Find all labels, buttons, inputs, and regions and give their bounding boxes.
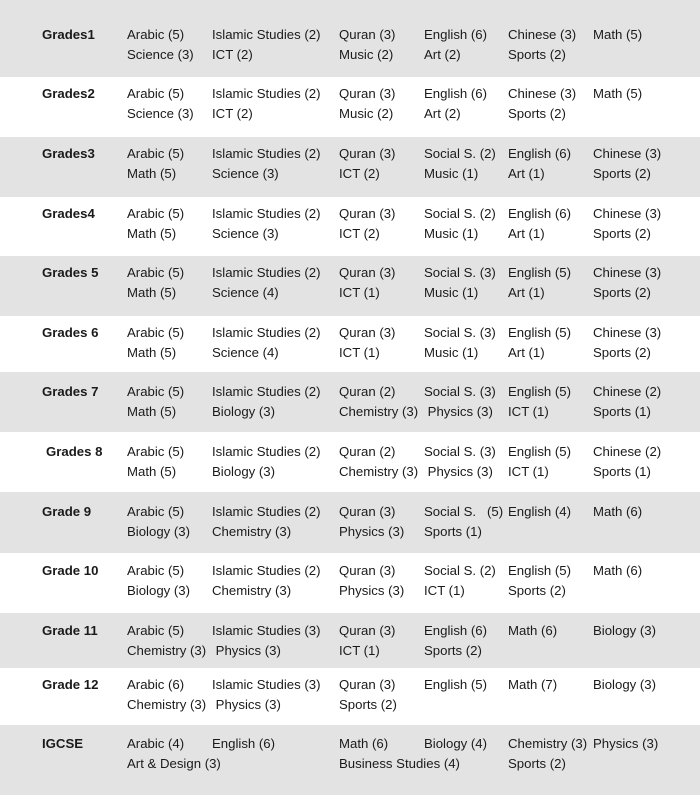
subject-entry: Islamic Studies (2) [212,504,321,519]
subject-entry: Physics (3) [212,643,281,658]
subject-entry: Arabic (6) [127,677,185,692]
subject-entry: Chemistry (3) [127,643,207,658]
subject-entry: Sports (2) [593,345,651,360]
subject-entry: Quran (3) [339,677,396,692]
subject-entry: Quran (3) [339,27,396,42]
subject-entry: ICT (1) [339,285,380,300]
subject-entry: Quran (2) [339,444,396,459]
subject-entry: English (5) [508,265,572,280]
subject-entry: ICT (1) [339,345,380,360]
subject-entry: Biology (4) [424,736,488,751]
subject-entry: Art & Design (3) [127,756,221,771]
subject-entry: Physics (3) [593,736,659,751]
subject-entry: Islamic Studies (2) [212,444,321,459]
grade-row [0,197,700,256]
subject-entry: Sports (1) [593,404,651,419]
subject-entry: Quran (3) [339,504,396,519]
subject-entry: Sports (2) [508,583,566,598]
subject-entry: Physics (3) [339,583,405,598]
subject-entry: Sports (2) [508,756,566,771]
subject-entry: Art (1) [508,345,545,360]
subject-entry: ICT (1) [508,404,549,419]
subject-entry: Sports (1) [593,464,651,479]
subject-entry: Social S. (5) [424,504,504,519]
subject-entry: Arabic (5) [127,444,185,459]
subject-entry: Math (6) [593,563,643,578]
subject-entry: Sports (2) [424,643,482,658]
grade-label: Grades4 [42,206,95,221]
subject-entry: Music (1) [424,345,479,360]
subject-entry: Chinese (2) [593,444,662,459]
subject-entry: Math (5) [127,404,177,419]
subject-entry: Quran (2) [339,384,396,399]
subject-entry: Quran (3) [339,206,396,221]
subject-entry: Chemistry (3) [127,697,207,712]
subject-entry: Islamic Studies (2) [212,325,321,340]
subject-entry: Sports (2) [593,285,651,300]
subject-entry: ICT (2) [339,226,380,241]
subject-entry: Music (1) [424,166,479,181]
grade-label: Grade 9 [42,504,92,519]
subject-entry: Social S. (3) [424,444,496,459]
grade-row [0,492,700,553]
subject-entry: Islamic Studies (2) [212,563,321,578]
subject-entry: ICT (2) [339,166,380,181]
subject-entry: Quran (3) [339,623,396,638]
subject-entry: Chinese (3) [508,86,577,101]
subject-entry: Arabic (5) [127,384,185,399]
subject-entry: Science (3) [212,166,279,181]
grade-row [0,372,700,432]
subject-entry: Math (6) [593,504,643,519]
subject-entry: Chemistry (3) [339,464,419,479]
grade-row [0,725,700,795]
grade-label: Grades2 [42,86,95,101]
subject-entry: Chinese (3) [508,27,577,42]
subject-entry: Biology (3) [212,404,276,419]
grade-label: Grade 11 [42,623,98,638]
grade-row [0,316,700,372]
subject-entry: Biology (3) [127,524,191,539]
grade-row [0,77,700,137]
subject-entry: Arabic (5) [127,325,185,340]
subject-entry: Art (1) [508,285,545,300]
subject-entry: Arabic (5) [127,146,185,161]
subject-entry: Business Studies (4) [339,756,460,771]
subject-entry: English (6) [508,206,572,221]
subject-entry: Quran (3) [339,146,396,161]
grade-row [0,668,700,725]
subject-entry: English (5) [508,384,572,399]
subject-entry: Music (1) [424,285,479,300]
grade-label: Grade 12 [42,677,99,692]
subject-entry: Quran (3) [339,563,396,578]
subject-entry: Physics (3) [424,404,493,419]
subject-entry: English (6) [212,736,276,751]
subject-entry: English (6) [424,623,488,638]
subject-entry: Music (2) [339,47,394,62]
subject-entry: Science (3) [212,226,279,241]
subject-entry: Biology (3) [593,677,657,692]
subject-entry: Science (3) [127,47,194,62]
grade-label: Grades1 [42,27,95,42]
subject-entry: Chinese (3) [593,325,662,340]
subject-entry: Math (5) [127,345,177,360]
subject-entry: Islamic Studies (2) [212,206,321,221]
grade-row [0,256,700,316]
subject-entry: Social S. (2) [424,206,496,221]
subject-entry: Music (1) [424,226,479,241]
subject-entry: Art (2) [424,47,461,62]
subject-entry: Islamic Studies (2) [212,265,321,280]
subject-entry: Science (3) [127,106,194,121]
subject-entry: Chemistry (3) [212,583,292,598]
grade-row [0,0,700,77]
subject-entry: Sports (2) [508,106,566,121]
subject-entry: Social S. (3) [424,265,496,280]
subject-entry: Quran (3) [339,325,396,340]
subject-entry: Social S. (3) [424,325,496,340]
subject-entry: Physics (3) [424,464,493,479]
subject-entry: Math (5) [593,27,643,42]
subject-entry: Physics (3) [212,697,281,712]
subject-entry: Physics (3) [339,524,405,539]
subject-entry: ICT (2) [212,47,253,62]
subject-entry: Chinese (3) [593,206,662,221]
subject-entry: English (5) [508,444,572,459]
grade-label: Grade 10 [42,563,99,578]
subject-entry: Islamic Studies (2) [212,86,321,101]
subject-entry: ICT (1) [508,464,549,479]
subject-entry: ICT (1) [424,583,465,598]
subject-entry: Arabic (5) [127,504,185,519]
subject-entry: Quran (3) [339,265,396,280]
subject-entry: Islamic Studies (2) [212,384,321,399]
subject-entry: English (5) [424,677,488,692]
subject-entry: Sports (1) [424,524,482,539]
subject-entry: Math (5) [127,226,177,241]
subject-entry: Islamic Studies (3) [212,623,321,638]
subject-entry: Math (5) [127,285,177,300]
subject-entry: Math (6) [508,623,558,638]
subject-entry: English (6) [508,146,572,161]
subject-entry: Math (5) [127,166,177,181]
subject-entry: ICT (1) [339,643,380,658]
subject-entry: Science (4) [212,285,279,300]
subject-entry: Sports (2) [593,166,651,181]
subject-entry: Arabic (5) [127,563,185,578]
subject-entry: Math (6) [339,736,389,751]
subject-entry: Arabic (5) [127,265,185,280]
subject-entry: English (6) [424,27,488,42]
subject-entry: Chemistry (3) [212,524,292,539]
grade-row [0,137,700,197]
subject-entry: Chinese (3) [593,146,662,161]
subject-entry: Islamic Studies (3) [212,677,321,692]
grade-row [0,553,700,613]
subject-entry: Arabic (5) [127,623,185,638]
grade-row [0,613,700,668]
subject-entry: Islamic Studies (2) [212,27,321,42]
grade-label: Grades 8 [46,444,103,459]
subject-entry: Chinese (3) [593,265,662,280]
subject-entry: Sports (2) [339,697,397,712]
subject-entry: Social S. (2) [424,563,496,578]
grade-label: Grades 7 [42,384,99,399]
subject-entry: English (4) [508,504,572,519]
grade-label: IGCSE [42,736,84,751]
subject-entry: English (5) [508,325,572,340]
subject-entry: Chemistry (3) [339,404,419,419]
grade-row [0,432,700,492]
subject-entry: Math (7) [508,677,558,692]
subject-entry: Arabic (5) [127,206,185,221]
subject-entry: English (6) [424,86,488,101]
subject-entry: Biology (3) [593,623,657,638]
subject-entry: Math (5) [127,464,177,479]
subject-entry: Arabic (5) [127,27,185,42]
subject-entry: Arabic (4) [127,736,185,751]
subject-entry: Arabic (5) [127,86,185,101]
subject-entry: Math (5) [593,86,643,101]
subject-entry: Chemistry (3) [508,736,588,751]
subject-entry: Science (4) [212,345,279,360]
subject-entry: Art (1) [508,166,545,181]
subject-entry: Biology (3) [212,464,276,479]
subject-entry: English (5) [508,563,572,578]
subject-entry: Art (2) [424,106,461,121]
grade-label: Grades 5 [42,265,99,280]
subject-entry: Social S. (2) [424,146,496,161]
subject-entry: Quran (3) [339,86,396,101]
subject-entry: Social S. (3) [424,384,496,399]
subject-entry: Art (1) [508,226,545,241]
subject-entry: Chinese (2) [593,384,662,399]
grade-label: Grades3 [42,146,95,161]
subject-entry: Islamic Studies (2) [212,146,321,161]
subject-entry: Biology (3) [127,583,191,598]
subject-entry: Music (2) [339,106,394,121]
subject-entry: ICT (2) [212,106,253,121]
grade-label: Grades 6 [42,325,99,340]
subject-entry: Sports (2) [508,47,566,62]
subject-entry: Sports (2) [593,226,651,241]
